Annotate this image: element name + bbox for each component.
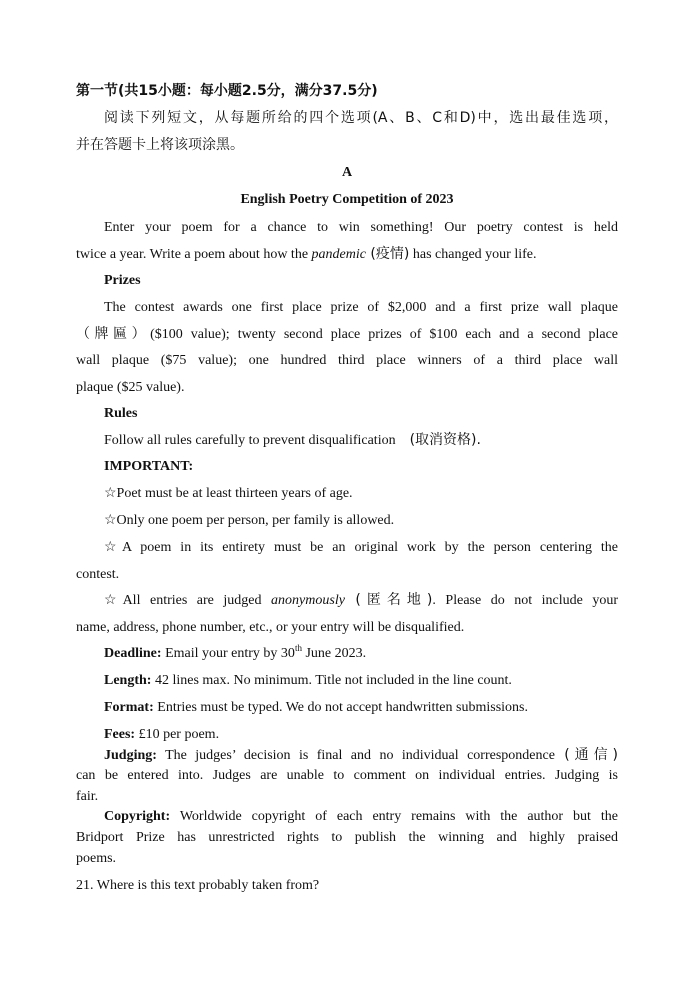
rule-item-anonymous-line-2: name, address, phone number, etc., or your entry will be disqualified. — [76, 620, 465, 635]
judging-label: Judging: — [104, 748, 157, 763]
important-label: IMPORTANT: — [104, 459, 194, 474]
prizes-heading: Prizes — [104, 273, 141, 288]
prizes-line-1: The contest awards one first place prize of $2,000 and a first prize wall plaque — [104, 300, 618, 315]
prizes-line-2 — [76, 325, 618, 344]
intro-italic-word: pandemic — [311, 247, 366, 262]
prizes-text-2: ($100 value); twenty second place prizes of $100 each and a second place — [150, 327, 619, 342]
deadline-line — [104, 645, 366, 663]
fees-label: Fees: — [104, 727, 136, 742]
rule-anonymous-text: ☆All entries are judged — [104, 593, 272, 608]
instructions-text-1: 阅读下列短文，从每题所给的四个选项(A、B、C和D)中，选出最佳选项， — [104, 110, 618, 126]
instructions-line-1 — [76, 109, 618, 128]
fees-text: £10 per poem. — [135, 727, 220, 742]
rule-anonymous-cn-gloss: (匿名地) — [344, 592, 433, 608]
intro-text-end: has changed your life. — [409, 247, 537, 262]
judging-line-3: fair. — [76, 789, 99, 804]
deadline-text: Email your entry by 30 — [161, 646, 295, 661]
deadline-sup: th — [294, 643, 302, 653]
judging-text: The judges’ decision is final and no individual correspondence — [156, 748, 555, 763]
passage-letter: A — [341, 165, 353, 180]
intro-cn-gloss: (疫情) — [365, 246, 410, 262]
copyright-text: Worldwide copyright of each entry remains with the author but the — [170, 809, 618, 824]
length-line — [104, 672, 512, 690]
instructions-text-2: 并在答题卡上将该项涂黑。 — [76, 137, 244, 153]
prizes-line-4: plaque ($25 value). — [76, 380, 185, 395]
copyright-line-2: Bridport Prize has unrestricted rights to publish the winning and highly praised — [76, 830, 618, 845]
copyright-label: Copyright: — [104, 809, 171, 824]
copyright-line-3: poems. — [76, 851, 117, 866]
copyright-line-1 — [76, 808, 618, 826]
format-label: Format: — [104, 700, 154, 715]
format-line — [104, 699, 528, 717]
section-header-text: 第一节(共15小题：每小题2.5分，满分37.5分) — [76, 83, 378, 99]
rule-anonymous-italic: anonymously — [271, 593, 345, 608]
rules-line-1 — [104, 431, 481, 450]
rules-text: Follow all rules carefully to prevent disqualification — [104, 433, 396, 448]
deadline-text-end: June 2023. — [301, 646, 367, 661]
fees-line — [104, 726, 219, 744]
passage-title: English Poetry Competition of 2023 — [240, 192, 454, 207]
rules-cn-gloss: (取消资格). — [409, 432, 481, 448]
intro-text: twice a year. Write a poem about how the — [76, 247, 312, 262]
judging-line-2: can be entered into. Judges are unable to comment on individual entries. Judging is — [76, 768, 618, 783]
judging-line-1 — [76, 746, 618, 765]
prizes-line-3: wall plaque ($75 value); one hundred third place winners of a third place wall — [76, 353, 618, 368]
intro-line-1: Enter your poem for a chance to win something! Our poetry contest is held — [104, 220, 618, 235]
length-text: 42 lines max. No minimum. Title not included in the line count. — [151, 673, 512, 688]
rule-item-anonymous-line-1 — [76, 591, 618, 610]
length-label: Length: — [104, 673, 152, 688]
format-text: Entries must be typed. We do not accept handwritten submissions. — [153, 700, 528, 715]
section-header — [76, 82, 378, 101]
judging-cn-gloss: (通信) — [554, 747, 618, 763]
rule-item-age: ☆Poet must be at least thirteen years of age. — [104, 486, 353, 501]
deadline-label: Deadline: — [104, 646, 162, 661]
rule-item-original-line-1: ☆A poem in its entirety must be an original work by the person centering the — [104, 540, 618, 555]
intro-line-2 — [76, 245, 536, 264]
rule-anonymous-text-end: . Please do not include your — [432, 593, 619, 608]
prizes-cn-gloss: （牌匾） — [76, 326, 151, 342]
rule-item-original-line-2: contest. — [76, 567, 120, 582]
rules-heading: Rules — [104, 406, 138, 421]
instructions-line-2 — [76, 136, 244, 155]
question-21: 21. Where is this text probably taken from? — [76, 878, 320, 893]
rule-item-one-poem: ☆Only one poem per person, per family is allowed. — [104, 513, 395, 528]
